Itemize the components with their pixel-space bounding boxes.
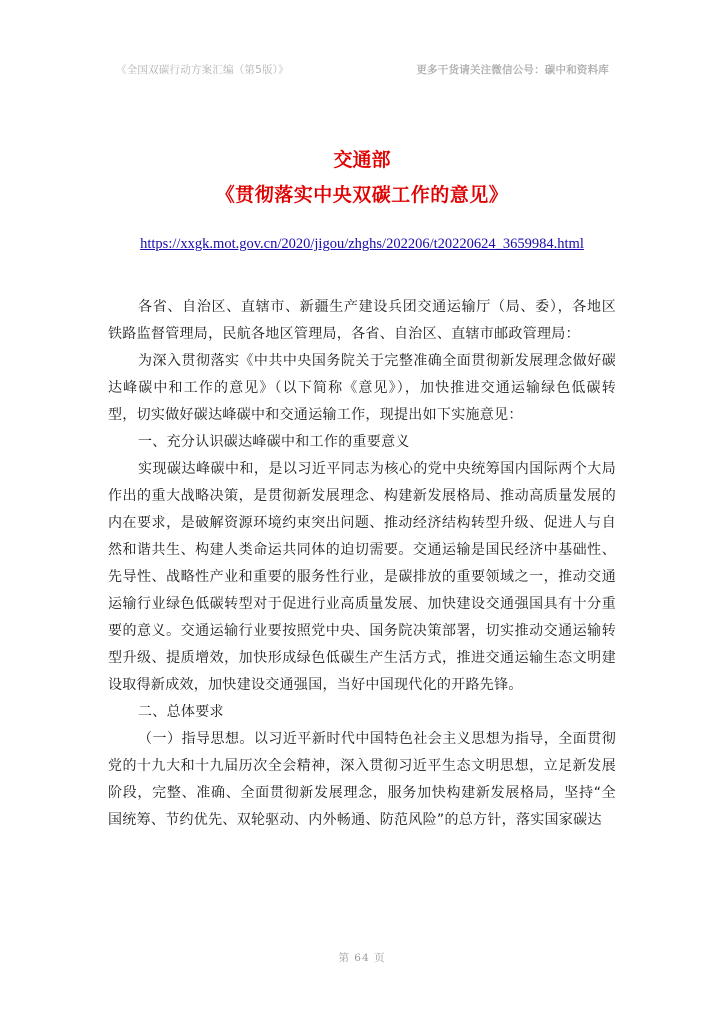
running-header-right: 更多干货请关注微信公号：碳中和资料库	[416, 64, 609, 76]
section-heading-1: 一、充分认识碳达峰碳中和工作的重要意义	[138, 434, 410, 450]
significance-paragraph: 实现碳达峰碳中和，是以习近平同志为核心的党中央统筹国内国际两个大局作出的重大战略决策，是贯彻新发展理念、构建新发展格局、推动高质量发展的内在要求，是破解资源环境约束突出问题、推动经济结构转型升级、促进人与自然和谐共生、构建人类命运共同体的迫切需要。交通运输是国民经济中基础性、先导性、战略性产业和重要的服务性行业，是碳排放的重要领域之一，推动交通运输行业绿色低碳转型对于促进行业高质量发展、加快建设交通强国具有十分重要的意义。交通运输行业要按照党中央、国务院决策部署，切实推动交通运输转型升级、提质增效，加快形成绿色低碳生产生活方式，推进交通运输生态文明建设取得新成效，加快建设交通强国，当好中国现代化的开路先锋。	[108, 461, 616, 693]
document-issuer: 交通部	[333, 149, 391, 171]
page-number: 第 64 页	[338, 952, 386, 964]
document-body	[108, 294, 616, 834]
section-heading-2: 二、总体要求	[138, 704, 224, 720]
guiding-thought-paragraph: （一）指导思想。以习近平新时代中国特色社会主义思想为指导，全面贯彻党的十九大和十九届历次全会精神，深入贯彻习近平生态文明思想，立足新发展阶段，完整、准确、全面贯彻新发展理念，服务加快构建新发展格局，坚持“全国统筹、节约优先、双轮驱动、内外畅通、防范风险”的总方针，落实国家碳达	[108, 731, 616, 828]
addressee-paragraph: 各省、自治区、直辖市、新疆生产建设兵团交通运输厅（局、委），各地区铁路监督管理局，民航各地区管理局，各省、自治区、直辖市邮政管理局：	[108, 299, 616, 342]
source-url-link[interactable]: https://xxgk.mot.gov.cn/2020/jigou/zhghs/202206/t20220624_3659984.html	[140, 236, 584, 252]
document-title: 《贯彻落实中央双碳工作的意见》	[215, 184, 509, 206]
intro-paragraph: 为深入贯彻落实《中共中央国务院关于完整准确全面贯彻新发展理念做好碳达峰碳中和工作的意见》（以下简称《意见》），加快推进交通运输绿色低碳转型，切实做好碳达峰碳中和交通运输工作，现提出如下实施意见：	[108, 353, 616, 423]
running-header-left: 《全国双碳行动方案汇编（第5版）》	[116, 64, 289, 76]
